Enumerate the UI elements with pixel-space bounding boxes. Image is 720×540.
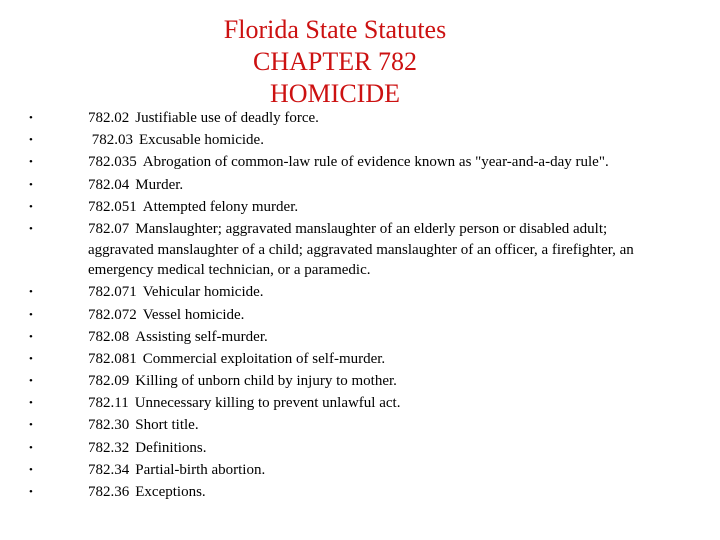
list-item [0,482,720,503]
statute-number: 782.051 [88,198,137,215]
bullet-icon: • [29,486,33,498]
bullet-icon: • [29,375,33,388]
statute-title: Attempted felony murder. [142,198,299,215]
statute-number: 782.09 [88,373,130,390]
bullet-icon: • [29,112,33,124]
list-item [0,438,720,459]
statute-title: Definitions. [135,439,207,456]
statute-title: Manslaughter; aggravated manslaughter of an elderly person or disabled adult; aggravated manslaughter of a child; aggravated manslaughter of an officer, a firefighter, an emergency medical technician, or a paramedic. [88,220,634,279]
list-item [0,460,720,481]
bullet-icon: • [29,222,33,235]
bullet-icon: • [29,441,33,454]
statute-number: 782.07 [88,220,130,237]
list-item [0,219,720,281]
statute-number: 782.081 [88,350,137,367]
title-line-chapter: CHAPTER 782 [253,47,417,76]
list-item [0,130,720,151]
list-item [0,371,720,392]
statute-title: Killing of unborn child by injury to mother. [135,373,397,390]
statute-number: 782.36 [88,484,130,500]
bullet-icon: • [29,330,33,343]
statute-number: 782.11 [88,395,129,412]
bullet-icon: • [29,352,33,365]
list-item [0,349,720,370]
bullet-icon: • [29,178,33,191]
statute-title: Exceptions. [135,484,206,500]
statute-number: 782.32 [88,439,130,456]
statute-title: Partial-birth abortion. [135,461,266,478]
page-title [200,14,470,110]
statute-number: 782.035 [88,154,137,171]
bullet-icon: • [29,156,33,169]
statute-number: 782.34 [88,461,130,478]
statute-title: Abrogation of common-law rule of evidence known as "year-and-a-day rule". [142,154,609,171]
bullet-icon: • [29,286,33,299]
statute-number: 782.04 [88,176,130,193]
statute-title: Vehicular homicide. [142,284,264,301]
bullet-icon: • [29,419,33,432]
list-item [0,327,720,348]
list-item [0,415,720,436]
statute-title: Vessel homicide. [142,306,245,323]
bullet-icon: • [29,200,33,213]
statute-number: 782.30 [88,417,130,434]
list-item [0,152,720,173]
bullet-icon: • [29,463,33,476]
statute-title: Short title. [135,417,199,434]
bullet-icon: • [29,308,33,321]
title-line-statutes: Florida State Statutes [223,15,447,44]
statute-title: Commercial exploitation of self-murder. [142,350,386,367]
title-line-homicide: HOMICIDE [270,79,400,108]
statute-number: 782.071 [88,284,137,301]
statute-number: 782.072 [88,306,137,323]
statute-title: Justifiable use of deadly force. [135,110,319,126]
bullet-icon: • [29,397,33,410]
bullet-icon: • [29,134,33,147]
list-item [0,108,720,129]
list-item [0,305,720,326]
list-item [0,197,720,218]
statute-number: 782.02 [88,110,130,126]
statute-title: Excusable homicide. [139,132,264,149]
list-item [0,175,720,196]
statute-title: Unnecessary killing to prevent unlawful act. [134,395,401,412]
list-item [0,393,720,414]
statute-number: 782.08 [88,328,130,345]
statute-list [0,108,720,504]
statute-title: Assisting self-murder. [135,328,268,345]
list-item [0,282,720,303]
statute-title: Murder. [135,176,184,193]
statute-number: 782.03 [88,132,133,149]
